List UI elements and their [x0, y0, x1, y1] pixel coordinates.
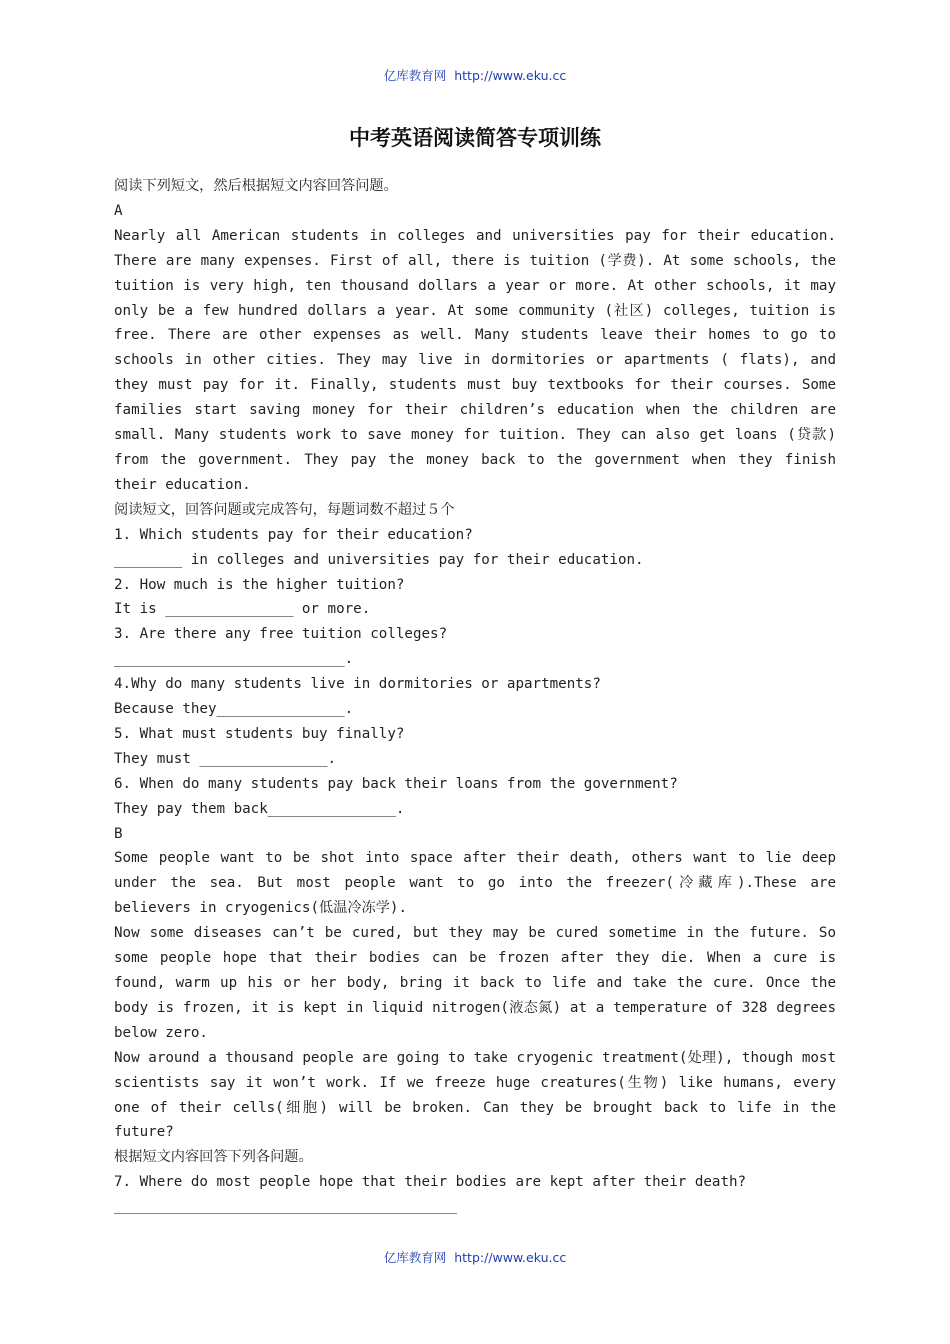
question-4: 4.Why do many students live in dormitories or apartments?: [114, 676, 601, 693]
question-5: 5. What must students buy finally?: [114, 725, 405, 742]
answer-line-7: [114, 1213, 457, 1214]
question-7: 7. Where do most people hope that their bodies are kept after their death?: [114, 1174, 747, 1191]
question-3: 3. Are there any free tuition colleges?: [114, 626, 448, 643]
footer-site-name: 亿库教育网: [383, 1250, 447, 1265]
document-body: [114, 174, 836, 1195]
page-header: [0, 66, 950, 84]
page-footer: [0, 1248, 950, 1266]
header-url-link[interactable]: http://www.eku.cc: [454, 68, 567, 83]
answer-line-1: ________ in colleges and universities pay for their education.: [114, 551, 644, 568]
question-1: 1. Which students pay for their education?: [114, 526, 473, 543]
answer-line-6: They pay them back_______________.: [114, 800, 405, 817]
answer-line-3: ___________________________.: [114, 651, 354, 668]
passage-b-paragraph-2: Now some diseases can’t be cured, but they may be cured sometime in the future. So some people hope that their bodies can be frozen after they die. When a cure is found, warm up his or her body, bring it back to life and take the cure. Once the body is frozen, it is kept in liquid nitrogen(液态氮) at a temperature of 328 degrees below zero.: [114, 925, 836, 1041]
passage-b-paragraph-1: Some people want to be shot into space after their death, others want to lie deep under the sea. But most people want to go into the freezer(冷藏库).These are believers in cryogenics(低温冷冻学).: [114, 850, 836, 917]
answer-line-5: They must _______________.: [114, 750, 337, 767]
passage-a-instructions: 阅读短文，回答问题或完成答句，每题词数不超过５个: [114, 501, 455, 518]
header-site-name: 亿库教育网: [383, 68, 447, 83]
question-2: 2. How much is the higher tuition?: [114, 576, 405, 593]
footer-url-link[interactable]: http://www.eku.cc: [454, 1250, 567, 1265]
passage-a-text: Nearly all American students in colleges and universities pay for their education. There are many expenses. First of all, there is tuition (学费). At some schools, the tuition is very high, ten thousand dollars a year or more. At other schools, it may only be a few hundred dollars a year. At some community (社区) colleges, tuition is free. There are other expenses as well. Many students leave their homes to go to schools in other cities. They may live in dormitories or apartments ( flats), and they must pay for it. Finally, students must buy textbooks for their courses. Some families start saving money for their children’s education when the children are small. Many students work to save money for tuition. They can also get loans (贷款) from the government. They pay the money back to the government when they finish their education.: [114, 227, 836, 493]
instructions: 阅读下列短文，然后根据短文内容回答问题。: [114, 178, 398, 194]
passage-b-label: B: [114, 825, 123, 842]
passage-a-label: A: [114, 202, 123, 219]
document-title: 中考英语阅读简答专项训练: [349, 125, 601, 150]
answer-line-4: Because they_______________.: [114, 701, 354, 718]
passage-b-instructions: 根据短文内容回答下列各问题。: [114, 1149, 313, 1166]
answer-line-2: It is _______________ or more.: [114, 601, 371, 618]
question-6: 6. When do many students pay back their loans from the government?: [114, 775, 678, 792]
passage-b-paragraph-3: Now around a thousand people are going to take cryogenic treatment(处理), though most scientists say it won’t work. If we freeze huge creatures(生物) like humans, every one of their cells(细胞) will be broken. Can they be brought back to life in the future?: [114, 1049, 836, 1141]
